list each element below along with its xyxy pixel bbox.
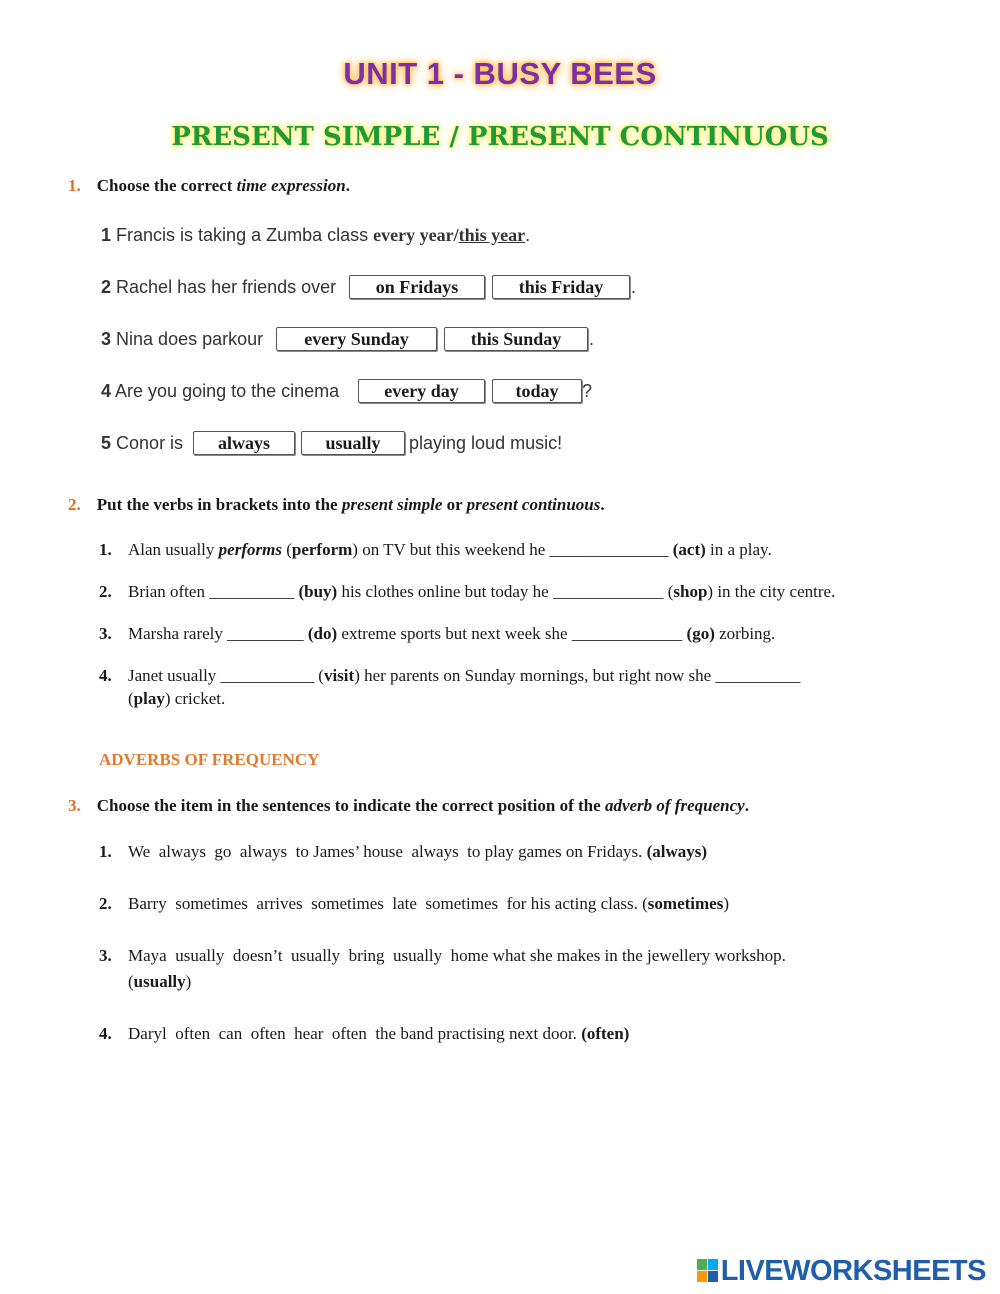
exercise-1-item-5 [101,433,183,454]
page-title: UNIT 1 - BUSY BEES [343,56,657,91]
sentence-end: . [631,277,637,297]
sentence-text: Rachel has her friends over [116,277,337,297]
item-number: 5 [101,433,112,453]
option-always[interactable]: always [193,431,295,455]
section-number: 3. [68,796,81,815]
instruction: Choose the correct time expression. [96,176,350,195]
section-number: 1. [68,176,81,195]
adverb-hint: (often) [581,1024,630,1043]
option-this-friday[interactable]: this Friday [492,275,630,299]
exercise-2-item-2: 2. Brian often __________ (buy) his clothes online but today he _____________ (shop) in the city centre. [99,582,836,601]
page-subtitle: PRESENT SIMPLE / PRESENT CONTINUOUS [171,122,829,152]
instruction: Choose the item in the sentences to indicate the correct position of the adverb of frequency. [96,796,749,815]
exercise-3-item-1: 1. We always go always to James’ house always to play games on Fridays. (always) [99,842,708,861]
sentence-text: Are you going to the cinema [115,381,340,401]
instruction: Put the verbs in brackets into the present simple or present continuous. [96,495,605,514]
exercise-2-item-4-continued: (play) cricket. [128,689,226,708]
section-3-heading [68,796,749,816]
exercise-3-item-2: 2. Barry sometimes arrives sometimes late sometimes for his acting class. (sometimes) [99,894,729,913]
section-number: 2. [68,495,81,514]
adverb-hint: usually [133,972,186,991]
sentence-text: Francis is taking a Zumba class [116,225,374,245]
sentence-end: . [589,329,595,349]
option-this-year[interactable]: this year [458,225,526,245]
sentence-end: ? [582,381,593,401]
sentence-with-choices[interactable]: Maya usually doesn’t usually bring usually home what she makes in the jewellery workshop. [128,946,786,965]
exercise-1-item-3 [101,329,263,350]
exercise-1-item-2 [101,277,336,298]
sentence-text: Conor is [116,433,184,453]
exercise-3-item-3: 3. Maya usually doesn’t usually bring usually home what she makes in the jewellery workshop. [99,946,786,965]
item-number: 2 [101,277,112,297]
item-number: 1 [101,225,112,245]
sentence-end: playing loud music! [409,433,563,453]
option-usually[interactable]: usually [301,431,405,455]
option-every-sunday[interactable]: every Sunday [276,327,437,351]
adverb-hint: sometimes [647,894,724,913]
adverbs-heading: ADVERBS OF FREQUENCY [99,750,320,769]
exercise-3-item-4: 4. Daryl often can often hear often the band practising next door. (often) [99,1024,630,1043]
sentence-text: Nina does parkour [116,329,264,349]
exercise-3-item-3-hint: (usually) [128,972,192,991]
option-every-year[interactable]: every year/ [373,225,459,245]
option-every-day[interactable]: every day [358,379,485,403]
item-number: 4 [101,381,112,401]
exercise-1-item-1 [101,225,530,246]
sentence-with-choices[interactable]: We always go always to James’ house always to play games on Fridays. [128,842,647,861]
sentence-with-choices[interactable]: Daryl often can often hear often the band practising next door. [128,1024,582,1043]
sentence-with-choices[interactable]: Barry sometimes arrives sometimes late sometimes for his acting class. ( [128,894,648,913]
liveworksheets-logo [697,1255,986,1288]
exercise-1-item-4 [101,381,339,402]
adverb-hint: (always) [646,842,708,861]
item-number: 3 [101,329,112,349]
liveworksheets-logo-icon [697,1259,719,1283]
logo-text: LIVEWORKSHEETS [720,1255,986,1287]
option-today[interactable]: today [492,379,582,403]
section-1-heading [68,176,350,196]
exercise-2-item-1: 1. Alan usually performs (perform) on TV but this weekend he ______________ (act) in a play. [99,540,772,559]
option-this-sunday[interactable]: this Sunday [444,327,588,351]
sentence-end: . [525,225,531,245]
option-on-fridays[interactable]: on Fridays [349,275,485,299]
exercise-2-item-4: 4. Janet usually ___________ (visit) her parents on Sunday mornings, but right now she __________ [99,666,801,685]
exercise-2-item-3: 3. Marsha rarely _________ (do) extreme sports but next week she _____________ (go) zorbing. [99,624,776,643]
section-2-heading [68,495,605,515]
